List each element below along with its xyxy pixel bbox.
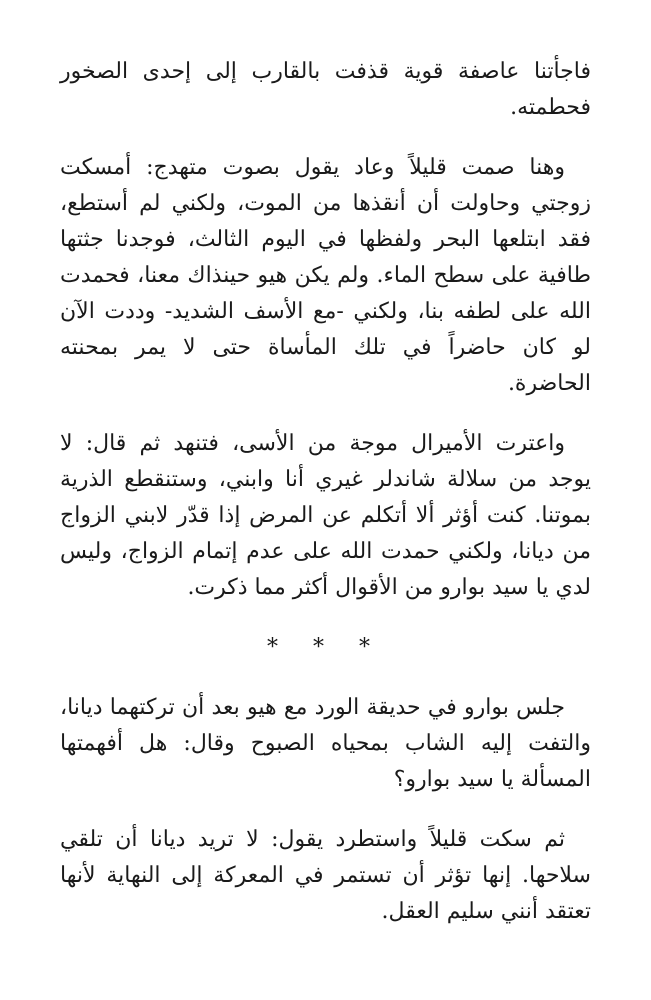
section-separator: * * *	[267, 635, 384, 660]
paragraph-1: فاجأتنا عاصفة قوية قذفت بالقارب إلى إحدى الصخور فحطمته.	[60, 59, 591, 120]
paragraph-3: واعترت الأميرال موجة من الأسى، فتنهد ثم قال: لا يوجد من سلالة شاندلر غيري أنا وابني، وستنقطع الذرية بموتنا. كنت أؤثر ألا أتكلم عن المرض إذا قدّر لابني الزواج من ديانا، ولكني حمدت الله على عدم إتمام الزواج، وليس لدي يا سيد بوارو من الأقوال أكثر مما ذكرت.	[60, 431, 591, 600]
paragraph-5: ثم سكت قليلاً واستطرد يقول: لا تريد ديانا أن تلقي سلاحها. إنها تؤثر أن تستمر في المعركة إلى النهاية لأنها تعتقد أنني سليم العقل.	[60, 827, 591, 924]
book-page	[60, 54, 591, 954]
paragraph-4: جلس بوارو في حديقة الورد مع هيو بعد أن تركتهما ديانا، والتفت إليه الشاب بمحياه الصبوح وقال: هل أفهمتها المسألة يا سيد بوارو؟	[60, 695, 591, 792]
paragraph-2: وهنا صمت قليلاً وعاد يقول بصوت متهدج: أمسكت زوجتي وحاولت أن أنقذها من الموت، ولكني لم أستطع، فقد ابتلعها البحر ولفظها في اليوم الثالث، فوجدنا جثتها طافية على سطح الماء. ولم يكن هيو حينذاك معنا، فحمدت الله على لطفه بنا، ولكني -مع الأسف الشديد- وددت الآن لو كان حاضراً في تلك المأساة حتى لا يمر بمحنته الحاضرة.	[60, 155, 591, 396]
